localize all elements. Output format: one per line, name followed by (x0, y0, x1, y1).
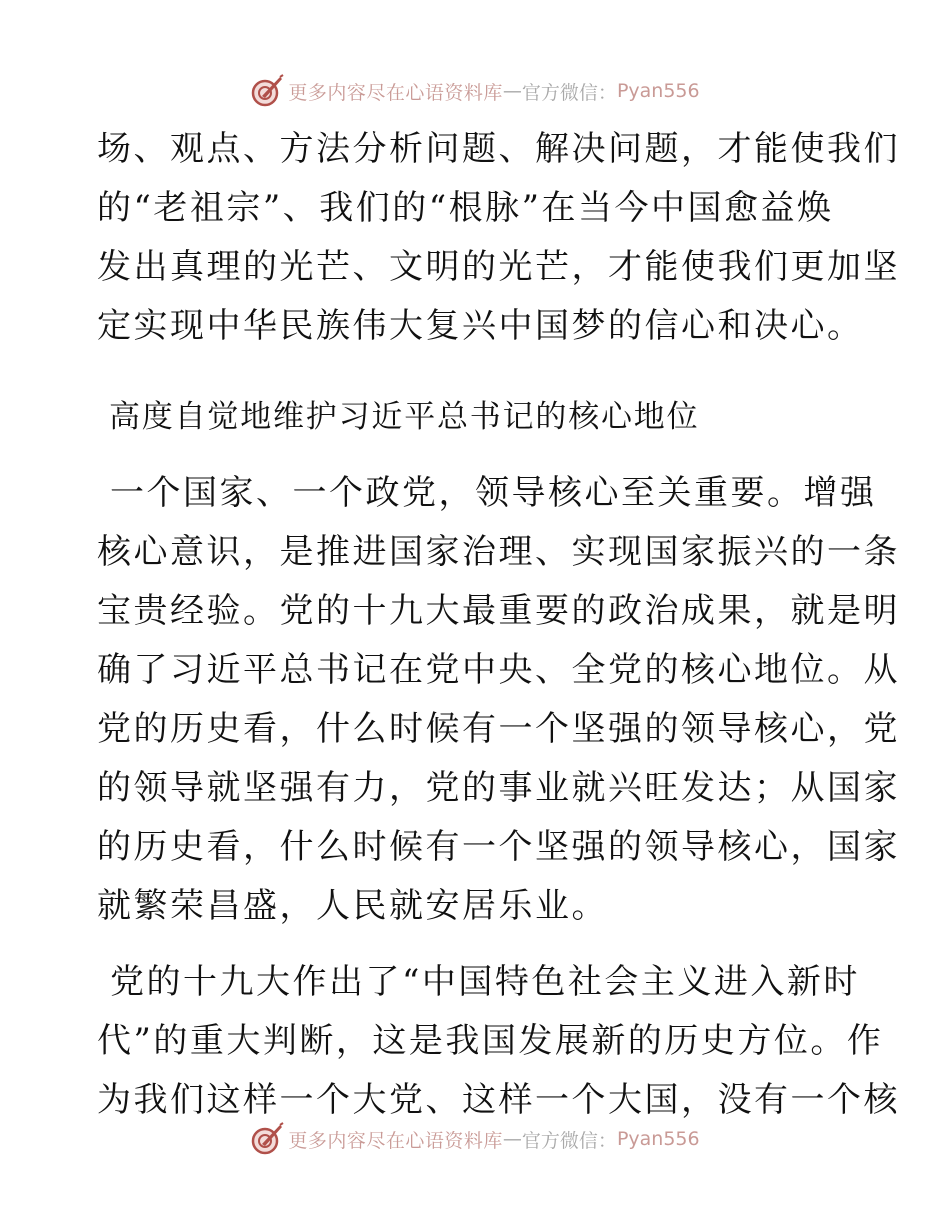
text-line: 发出真理的光芒、文明的光芒，才能使我们更加坚 (97, 247, 900, 287)
text-line: 党的十九大作出了“中国特色社会主义进入新时 (110, 962, 860, 1002)
text-line: 党的历史看，什么时候有一个坚强的领导核心，党 (97, 709, 900, 749)
header-watermark (0, 71, 950, 111)
document-body (97, 120, 900, 1130)
watermark-text: 更多内容尽在心语资料库 (288, 1129, 503, 1152)
text-line: 代”的重大判断，这是我国发展新的历史方位。作 (97, 1021, 884, 1061)
watermark-wechat-label: 官方微信： (521, 81, 617, 104)
text-line: 场、观点、方法分析问题、解决问题，才能使我们 (97, 129, 900, 169)
text-line: 宝贵经验。党的十九大最重要的政治成果，就是明 (97, 591, 900, 631)
text-line: 核心意识，是推进国家治理、实现国家振兴的一条 (97, 532, 900, 572)
text-line: 的历史看，什么时候有一个坚强的领导核心，国家 (97, 827, 900, 867)
watermark-dash: — (502, 80, 522, 102)
watermark-wechat-id: Pyan556 (616, 1128, 700, 1150)
quill-logo-icon (250, 1122, 284, 1156)
paragraph-1 (97, 120, 900, 356)
watermark-wechat-label: 官方微信： (521, 1129, 617, 1152)
quill-logo-icon (250, 74, 284, 108)
watermark-wechat-id: Pyan556 (616, 80, 700, 102)
paragraph-2 (97, 464, 900, 936)
section-heading: 高度自觉地维护习近平总书记的核心地位 (109, 399, 700, 435)
watermark-dash: — (502, 1128, 522, 1150)
text-line: 的“老祖宗”、我们的“根脉”在当今中国愈益焕 (97, 188, 834, 228)
text-line: 一个国家、一个政党，领导核心至关重要。增强 (110, 473, 877, 513)
text-line: 为我们这样一个大党、这样一个大国，没有一个核 (97, 1080, 900, 1120)
footer-watermark (0, 1119, 950, 1159)
text-line: 的领导就坚强有力，党的事业就兴旺发达；从国家 (97, 768, 900, 808)
text-line: 就繁荣昌盛，人民就安居乐业。 (97, 886, 608, 926)
text-line: 定实现中华民族伟大复兴中国梦的信心和决心。 (97, 306, 864, 346)
text-line: 确了习近平总书记在党中央、全党的核心地位。从 (97, 650, 900, 690)
watermark-text: 更多内容尽在心语资料库 (288, 81, 503, 104)
paragraph-3 (97, 953, 900, 1130)
